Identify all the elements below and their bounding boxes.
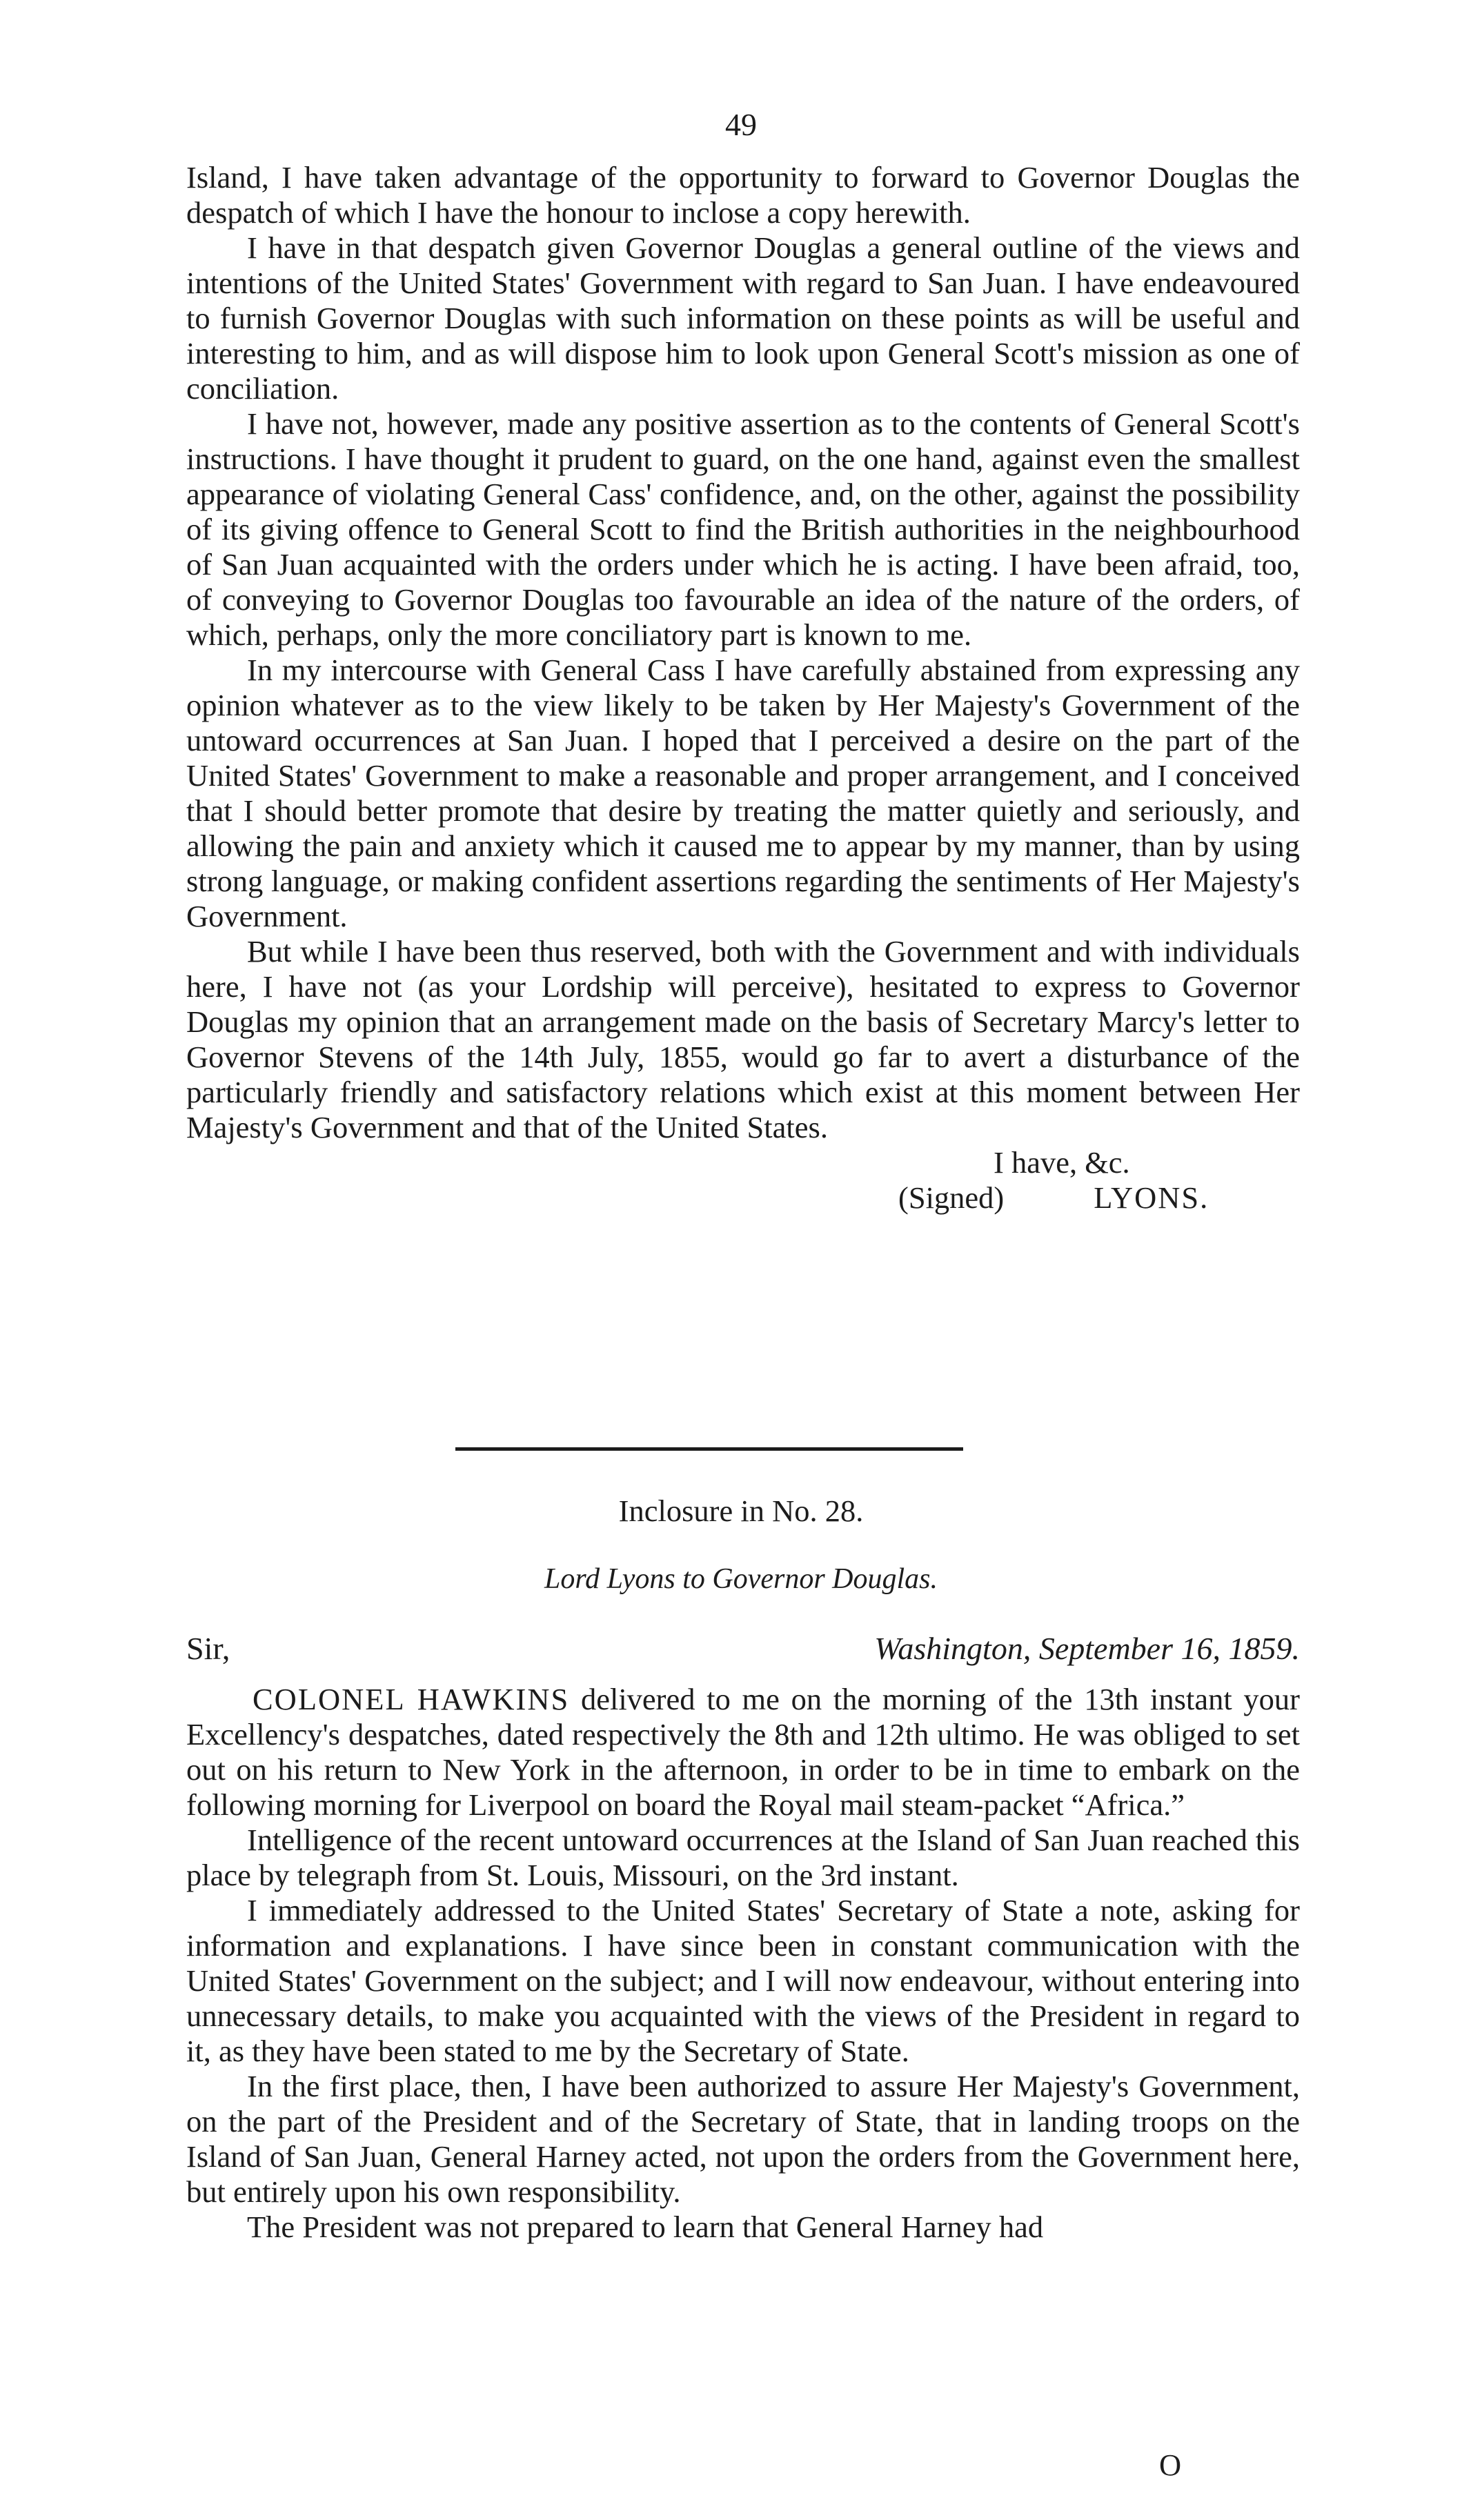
paragraph: Island, I have taken advantage of the opportunity to forward to Governor Douglas the despatch of which I have the honour to inclose a copy herewith. — [186, 160, 1300, 230]
inclosure-heading: Inclosure in No. 28. — [618, 1494, 864, 1528]
paragraph: The President was not prepared to learn that General Harney had — [247, 2210, 1044, 2244]
signature-line — [898, 1180, 1209, 1216]
paragraph-text: delivered to me on the morning of the 13th instant your Excellency's despatches, dated respectively the 8th and 12th ultimo. He was obliged to set out on his return to New York in the afternoon, in order to be in time to embark on the following morning for Liverpool on board the Royal mail steam-packet “Africa.” — [186, 1682, 1300, 1822]
paragraph: In the first place, then, I have been authorized to assure Her Majesty's Government, on the part of the President and of the Secretary of State, that in landing troops on the Island of San Juan, General Harney acted, not upon the orders from the Government here, but entirely upon his own responsibility. — [186, 2069, 1300, 2209]
inclosure-subtitle: Lord Lyons to Governor Douglas. — [544, 1563, 938, 1595]
section-divider — [455, 1447, 963, 1451]
salutation: Sir, — [186, 1631, 230, 1666]
catchword: O — [1159, 2448, 1182, 2482]
paragraph: I have not, however, made any positive assertion as to the contents of General Scott's instructions. I have thought it prudent to guard, on the one hand, against even the smallest appearance of violating General Cass' confidence, and, on the other, against the possibility of its giving offence to General Scott to find the British authorities in the neighbourhood of San Juan acquainted with the orders under which he is acting. I have been afraid, too, of conveying to Governor Douglas too favourable an idea of the nature of the orders, of which, perhaps, only the more conciliatory part is known to me. — [186, 406, 1300, 652]
paragraph: I immediately addressed to the United States' Secretary of State a note, asking for information and explanations. I have since been in constant communication with the United States' Government on the subject; and I will now endeavour, without entering into unnecessary details, to make you acquainted with the views of the President in regard to it, as they have been stated to me by the Secretary of State. — [186, 1893, 1300, 2068]
closing-line: I have, &c. — [994, 1145, 1130, 1180]
paragraph: Intelligence of the recent untoward occurrences at the Island of San Juan reached this place by telegraph from St. Louis, Missouri, on the 3rd instant. — [186, 1823, 1300, 1892]
paragraph: But while I have been thus reserved, both with the Government and with individuals here, I have not (as your Lordship will perceive), hesitated to express to Governor Douglas my opinion that an arrangement made on the basis of Secretary Marcy's letter to Governor Stevens of the 14th July, 1855, would go far to avert a disturbance of the particularly friendly and satisfactory relations which exist at this moment between Her Majesty's Government and that of the United States. — [186, 934, 1300, 1144]
opening-caps: COLONEL HAWKINS — [253, 1682, 570, 1716]
signed-label: (Signed) — [898, 1180, 1005, 1215]
letter-continuation — [186, 160, 1300, 1216]
page-number: 49 — [725, 107, 757, 142]
dateline: Washington, September 16, 1859. — [874, 1631, 1300, 1666]
paragraph: I have in that despatch given Governor Douglas a general outline of the views and intentions of the United States' Government with regard to San Juan. I have endeavoured to furnish Governor Douglas with such information on these points as will be useful and interesting to him, and as will dispose him to look upon General Scott's mission as one of conciliation. — [186, 230, 1300, 406]
inclosure-letter — [186, 1682, 1300, 2245]
paragraph: In my intercourse with General Cass I have carefully abstained from expressing any opinion whatever as to the view likely to be taken by Her Majesty's Government of the untoward occurrences at San Juan. I hoped that I perceived a desire on the part of the United States' Government to make a reasonable and proper arrangement, and I conceived that I should better promote that desire by treating the matter quietly and seriously, and allowing the pain and anxiety which it caused me to appear by my manner, than by using strong language, or making confident assertions regarding the sentiments of Her Majesty's Government. — [186, 653, 1300, 933]
closing-block — [186, 1145, 1300, 1216]
paragraph — [186, 1682, 1300, 1823]
signature: LYONS. — [1094, 1180, 1209, 1215]
